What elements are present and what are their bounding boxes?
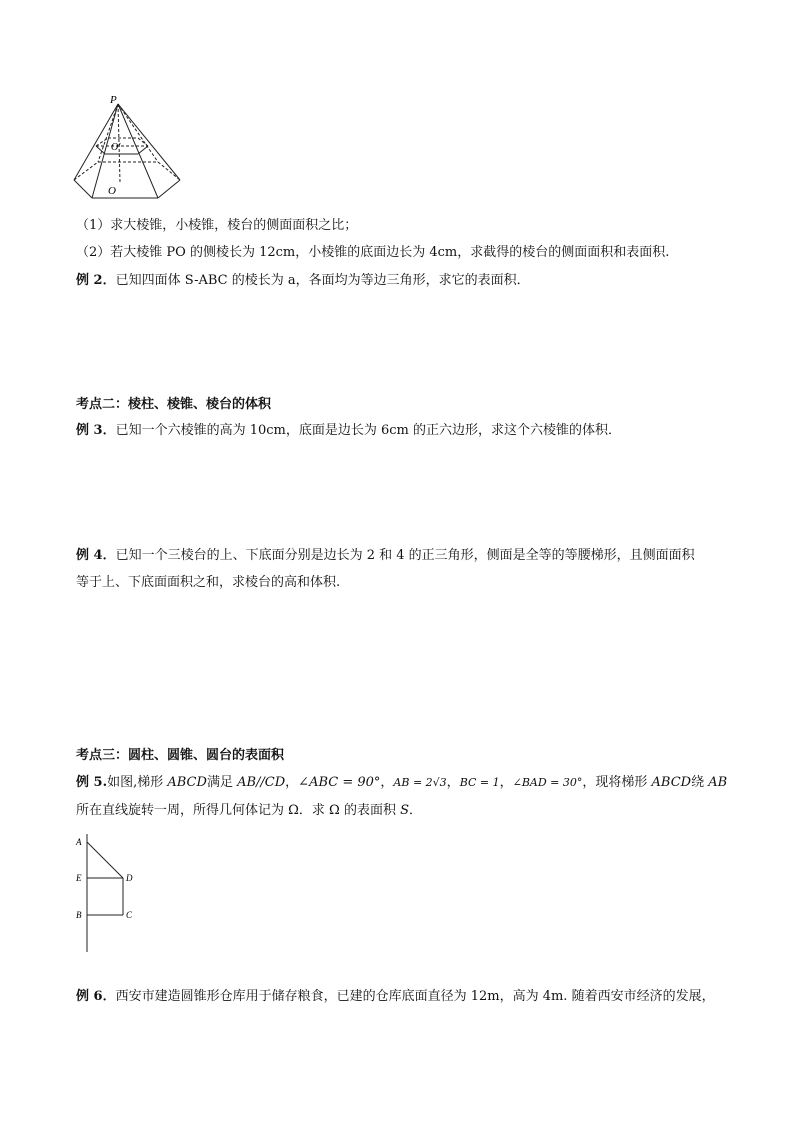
point-b-label: B	[76, 910, 82, 920]
point-d-label: D	[126, 873, 133, 883]
example-5-line-2: 所在直线旋转一周，所得几何体记为 Ω．求 Ω 的表面积 S．	[76, 803, 423, 818]
section-2-title: 考点二：棱柱、棱锥、棱台的体积	[76, 397, 272, 412]
section-3-title: 考点三：圆柱、圆锥、圆台的表面积	[76, 748, 285, 763]
mid-center-label: O'	[111, 142, 121, 153]
question-2: （2）若大棱锥 PO 的侧棱长为 12cm，小棱锥的底面边长为 4cm，求截得的棱台的侧面面积和表面积.	[76, 245, 670, 260]
example-6: 例 6．西安市建造圆锥形仓库用于储存粮食，已建的仓库底面直径为 12m，高为 4m. 随着西安市经济的发展，	[76, 989, 715, 1004]
example-3: 例 3．已知一个六棱锥的高为 10cm，底面是边长为 6cm 的正六边形，求这个六棱锥的体积．	[76, 423, 622, 438]
question-1: （1）求大棱锥，小棱锥，棱台的侧面面积之比；	[76, 218, 358, 233]
example-2: 例 2．已知四面体 S-ABC 的棱长为 a，各面均为等边三角形，求它的表面积．	[76, 273, 530, 288]
point-e-label: E	[76, 873, 82, 883]
example-4-line-1: 例 4．已知一个三棱台的上、下底面分别是边长为 2 和 4 的正三角形，侧面是全等的等腰梯形，且侧面面积	[76, 548, 695, 563]
example-5-line-1: 例 5.如图,梯形 ABCD满足 AB//CD，∠ABC = 90°，AB = 2√3，BC = 1，∠BAD = 30°，现将梯形 ABCD绕 AB	[76, 775, 728, 790]
point-c-label: C	[126, 910, 133, 920]
example-4-line-2: 等于上、下底面面积之和，求棱台的高和体积.	[76, 575, 341, 590]
trapezoid-figure	[70, 832, 150, 954]
base-center-label: O	[108, 185, 116, 197]
point-a-label: A	[76, 837, 82, 847]
pyramid-figure	[68, 92, 188, 202]
apex-label: P	[110, 94, 117, 106]
